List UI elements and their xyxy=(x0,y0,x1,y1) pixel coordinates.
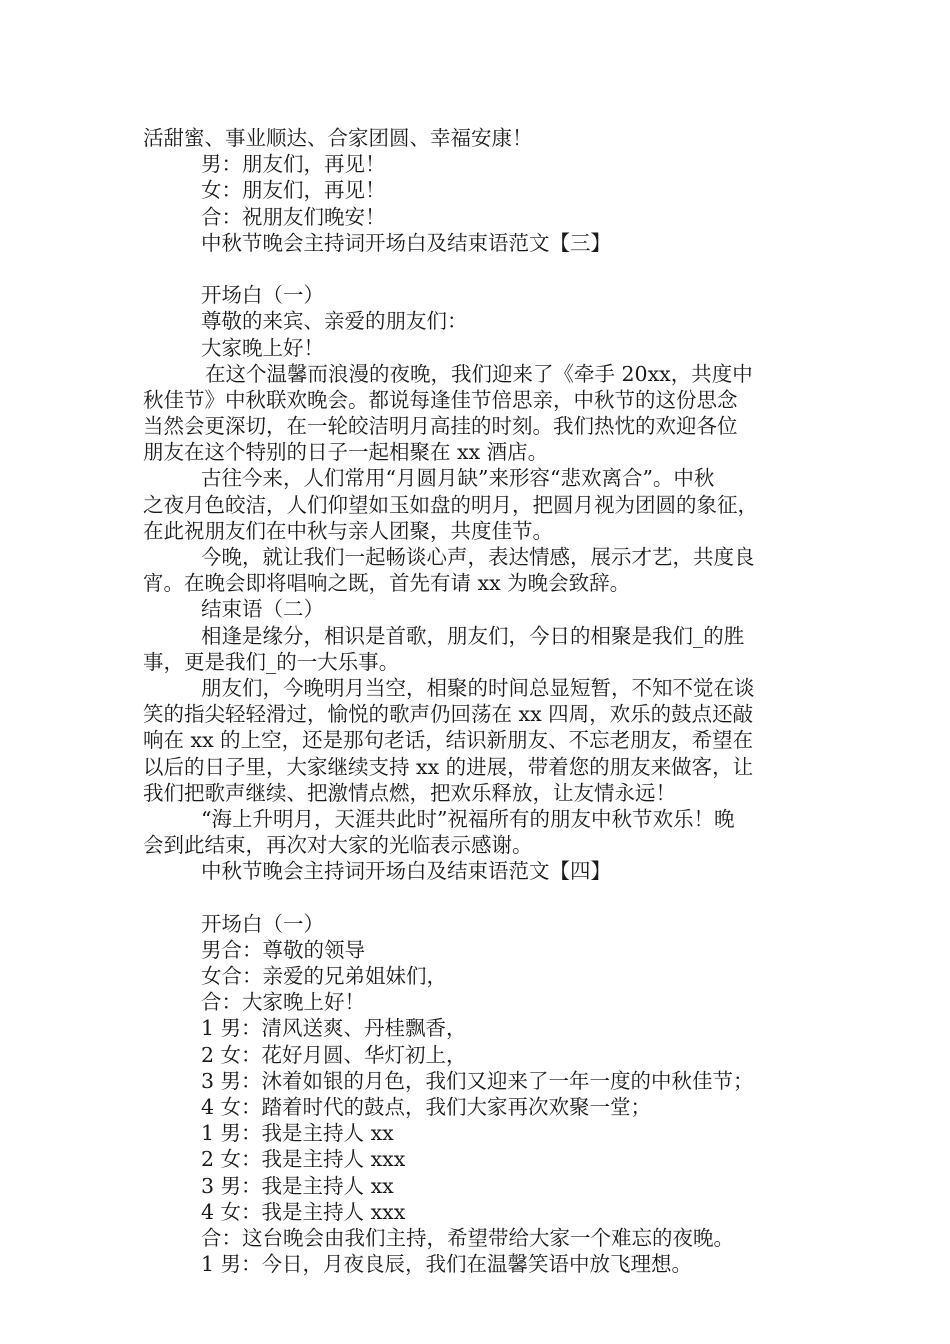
text-line: 合：大家晚上好！ xyxy=(201,990,365,1015)
text-line: 以后的日子里，大家继续支持 xx 的进展，带着您的朋友来做客，让 xyxy=(143,754,754,779)
text-line: 相逢是缘分，相识是首歌，朋友们，今日的相聚是我们_的胜 xyxy=(201,623,745,648)
text-line: 我们把歌声继续、把激情点燃，把欢乐释放，让友情永远！ xyxy=(143,780,676,805)
text-line: 合：这台晚会由我们主持，希望带给大家一个难忘的夜晚。 xyxy=(201,1225,734,1250)
text-line: 开场白（一） xyxy=(201,283,324,308)
text-line: 尊敬的来宾、亲爱的朋友们： xyxy=(201,309,468,334)
text-line: 今晚，就让我们一起畅谈心声，表达情感，展示才艺，共度良 xyxy=(201,545,755,569)
text-line: 在此祝朋友们在中秋与亲人团聚，共度佳节。 xyxy=(143,518,553,543)
text-line: 秋佳节》中秋联欢晚会。都说每逢佳节倍思亲，中秋节的这份思念 xyxy=(143,387,738,412)
text-line: 活甜蜜、事业顺达、合家团圆、幸福安康！ xyxy=(143,126,533,150)
text-line: 事，更是我们_的一大乐事。 xyxy=(143,649,400,674)
text-line: 2 女：花好月圆、华灯初上， xyxy=(201,1042,467,1067)
text-line: 朋友们，今晚明月当空，相聚的时间总显短暂，不知不觉在谈 xyxy=(201,675,755,700)
text-line: 会到此结束，再次对大家的光临表示感谢。 xyxy=(143,833,533,858)
text-line: 笑的指尖轻轻滑过，愉悦的歌声仍回荡在 xx 四周，欢乐的鼓点还敲 xyxy=(143,702,754,727)
text-line: 女：朋友们，再见！ xyxy=(201,178,386,203)
blank-line xyxy=(143,256,823,282)
text-line: 结束语（二） xyxy=(201,597,324,622)
text-line: 在这个温馨而浪漫的夜晚，我们迎来了《牵手 20xx，共度中 xyxy=(205,361,753,386)
text-line: 中秋节晚会主持词开场白及结束语范文【三】 xyxy=(201,230,611,255)
text-line: 大家晚上好！ xyxy=(201,335,324,360)
text-line: “海上升明月，天涯共此时”祝福所有的朋友中秋节欢乐！晚 xyxy=(201,806,735,831)
text-line: 1 男：清风送爽、丹桂飘香， xyxy=(201,1016,467,1041)
text-line: 古往今来，人们常用“月圆月缺”来形容“悲欢离合”。中秋 xyxy=(201,466,715,491)
text-line: 4 女：踏着时代的鼓点，我们大家再次欢聚一堂； xyxy=(201,1094,652,1119)
text-line: 开场白（一） xyxy=(201,911,324,936)
text-line: 男合：尊敬的领导 xyxy=(201,937,365,962)
text-line: 宵。在晚会即将唱响之既，首先有请 xx 为晚会致辞。 xyxy=(143,571,631,596)
text-line: 男：朋友们，再见！ xyxy=(201,152,386,177)
text-line: 之夜月色皎洁，人们仰望如玉如盘的明月，把圆月视为团圆的象征， xyxy=(143,492,758,517)
blank-line xyxy=(143,884,823,910)
text-line: 3 男：沐着如银的月色，我们又迎来了一年一度的中秋佳节； xyxy=(201,1068,754,1093)
text-line: 中秋节晚会主持词开场白及结束语范文【四】 xyxy=(201,859,611,884)
text-line: 当然会更深切，在一轮皎洁明月高挂的时刻。我们热忱的欢迎各位 xyxy=(143,414,738,439)
document-body xyxy=(143,125,823,1277)
text-line: 2 女：我是主持人 xxx xyxy=(201,1147,406,1172)
text-line: 4 女：我是主持人 xxx xyxy=(201,1199,406,1224)
text-line: 3 男：我是主持人 xx xyxy=(201,1173,394,1198)
text-line: 响在 xx 的上空，还是那句老话，结识新朋友、不忘老朋友，希望在 xyxy=(143,728,754,753)
text-line: 朋友在这个特别的日子一起相聚在 xx 酒店。 xyxy=(143,440,549,465)
text-line: 1 男：我是主持人 xx xyxy=(201,1121,394,1146)
text-line: 1 男：今日，月夜良辰，我们在温馨笑语中放飞理想。 xyxy=(201,1252,693,1277)
text-line: 女合：亲爱的兄弟姐妹们， xyxy=(201,964,447,988)
text-line: 合：祝朋友们晚安！ xyxy=(201,204,386,229)
